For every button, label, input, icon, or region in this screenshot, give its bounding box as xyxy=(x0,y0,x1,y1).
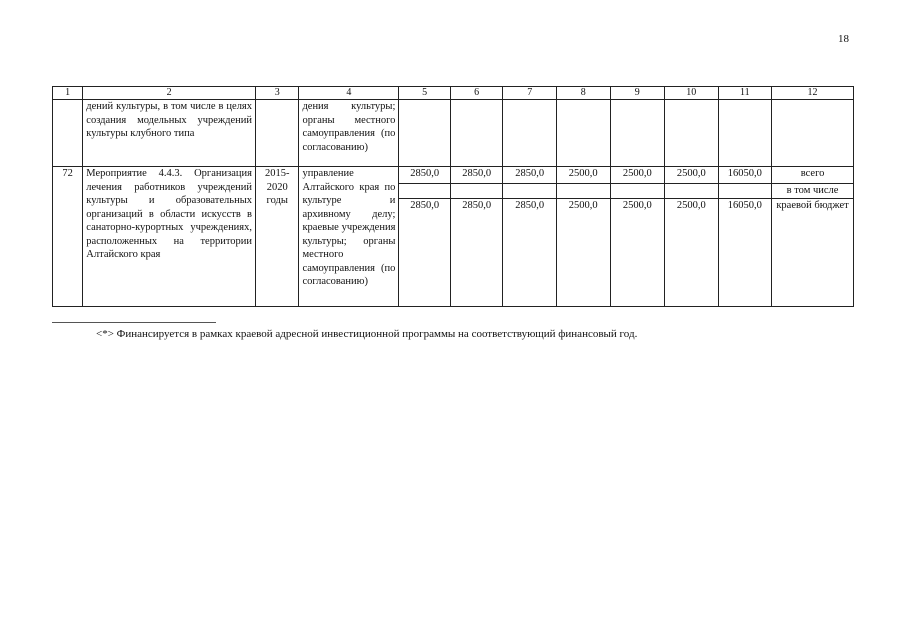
footnote-divider xyxy=(52,322,216,323)
value-cell: 2850,0 xyxy=(450,198,503,306)
header-cell: 7 xyxy=(503,87,557,100)
header-cell: 8 xyxy=(556,87,610,100)
value-cell: 2850,0 xyxy=(503,167,557,184)
value-cell: 2500,0 xyxy=(665,167,719,184)
header-cell: 1 xyxy=(53,87,83,100)
value-cell xyxy=(450,100,503,167)
table-row xyxy=(53,100,854,167)
value-cell: 2500,0 xyxy=(665,198,719,306)
table-row xyxy=(53,167,854,184)
value-cell xyxy=(610,100,665,167)
executors-cell: управление Алтайского края по культуре и архивному делу; краевые учреждения культуры; органы местного самоуправления (по согласованию) xyxy=(299,167,399,307)
source-cell: всего xyxy=(772,167,854,184)
header-cell: 10 xyxy=(665,87,719,100)
footnote: <*> Финансируется в рамках краевой адресной инвестиционной программы на соответствующий финансовый год. xyxy=(96,328,638,340)
value-cell: 16050,0 xyxy=(718,198,772,306)
header-cell: 4 xyxy=(299,87,399,100)
value-cell xyxy=(718,100,772,167)
value-cell: 2850,0 xyxy=(503,198,557,306)
value-cell: 2850,0 xyxy=(399,167,451,184)
row-number-cell xyxy=(53,100,83,167)
value-cell xyxy=(503,184,557,199)
page-number: 18 xyxy=(838,33,849,45)
value-cell: 2500,0 xyxy=(556,167,610,184)
value-cell: 2850,0 xyxy=(450,167,503,184)
value-cell xyxy=(665,184,719,199)
value-cell: 2500,0 xyxy=(610,198,665,306)
value-cell xyxy=(718,184,772,199)
header-cell: 6 xyxy=(450,87,503,100)
value-cell: 16050,0 xyxy=(718,167,772,184)
description-cell: Мероприятие 4.4.3. Организация лечения работников учреждений культуры и образовательных организаций в области искусств в санаторно-курортных учреждениях, расположенных на территории Алтайского края xyxy=(83,167,256,307)
value-cell: 2500,0 xyxy=(610,167,665,184)
header-cell: 5 xyxy=(399,87,451,100)
value-cell: 2500,0 xyxy=(556,198,610,306)
header-cell: 3 xyxy=(256,87,299,100)
years-cell xyxy=(256,100,299,167)
value-cell xyxy=(503,100,557,167)
source-cell: краевой бюджет xyxy=(772,198,854,306)
source-cell xyxy=(772,100,854,167)
value-cell xyxy=(556,184,610,199)
program-table xyxy=(52,86,854,307)
header-cell: 12 xyxy=(772,87,854,100)
value-cell xyxy=(610,184,665,199)
years-cell: 2015-2020 годы xyxy=(256,167,299,307)
value-cell xyxy=(450,184,503,199)
value-cell xyxy=(399,100,451,167)
source-cell: в том числе xyxy=(772,184,854,199)
value-cell xyxy=(399,184,451,199)
description-cell: дений культуры, в том числе в целях создания модельных учреждений культуры клубного типа xyxy=(83,100,256,167)
table-header-row xyxy=(53,87,854,100)
value-cell: 2850,0 xyxy=(399,198,451,306)
row-number-cell: 72 xyxy=(53,167,83,307)
header-cell: 2 xyxy=(83,87,256,100)
header-cell: 9 xyxy=(610,87,665,100)
value-cell xyxy=(665,100,719,167)
header-cell: 11 xyxy=(718,87,772,100)
value-cell xyxy=(556,100,610,167)
executors-cell: дения культуры; органы местного самоуправления (по согласованию) xyxy=(299,100,399,167)
